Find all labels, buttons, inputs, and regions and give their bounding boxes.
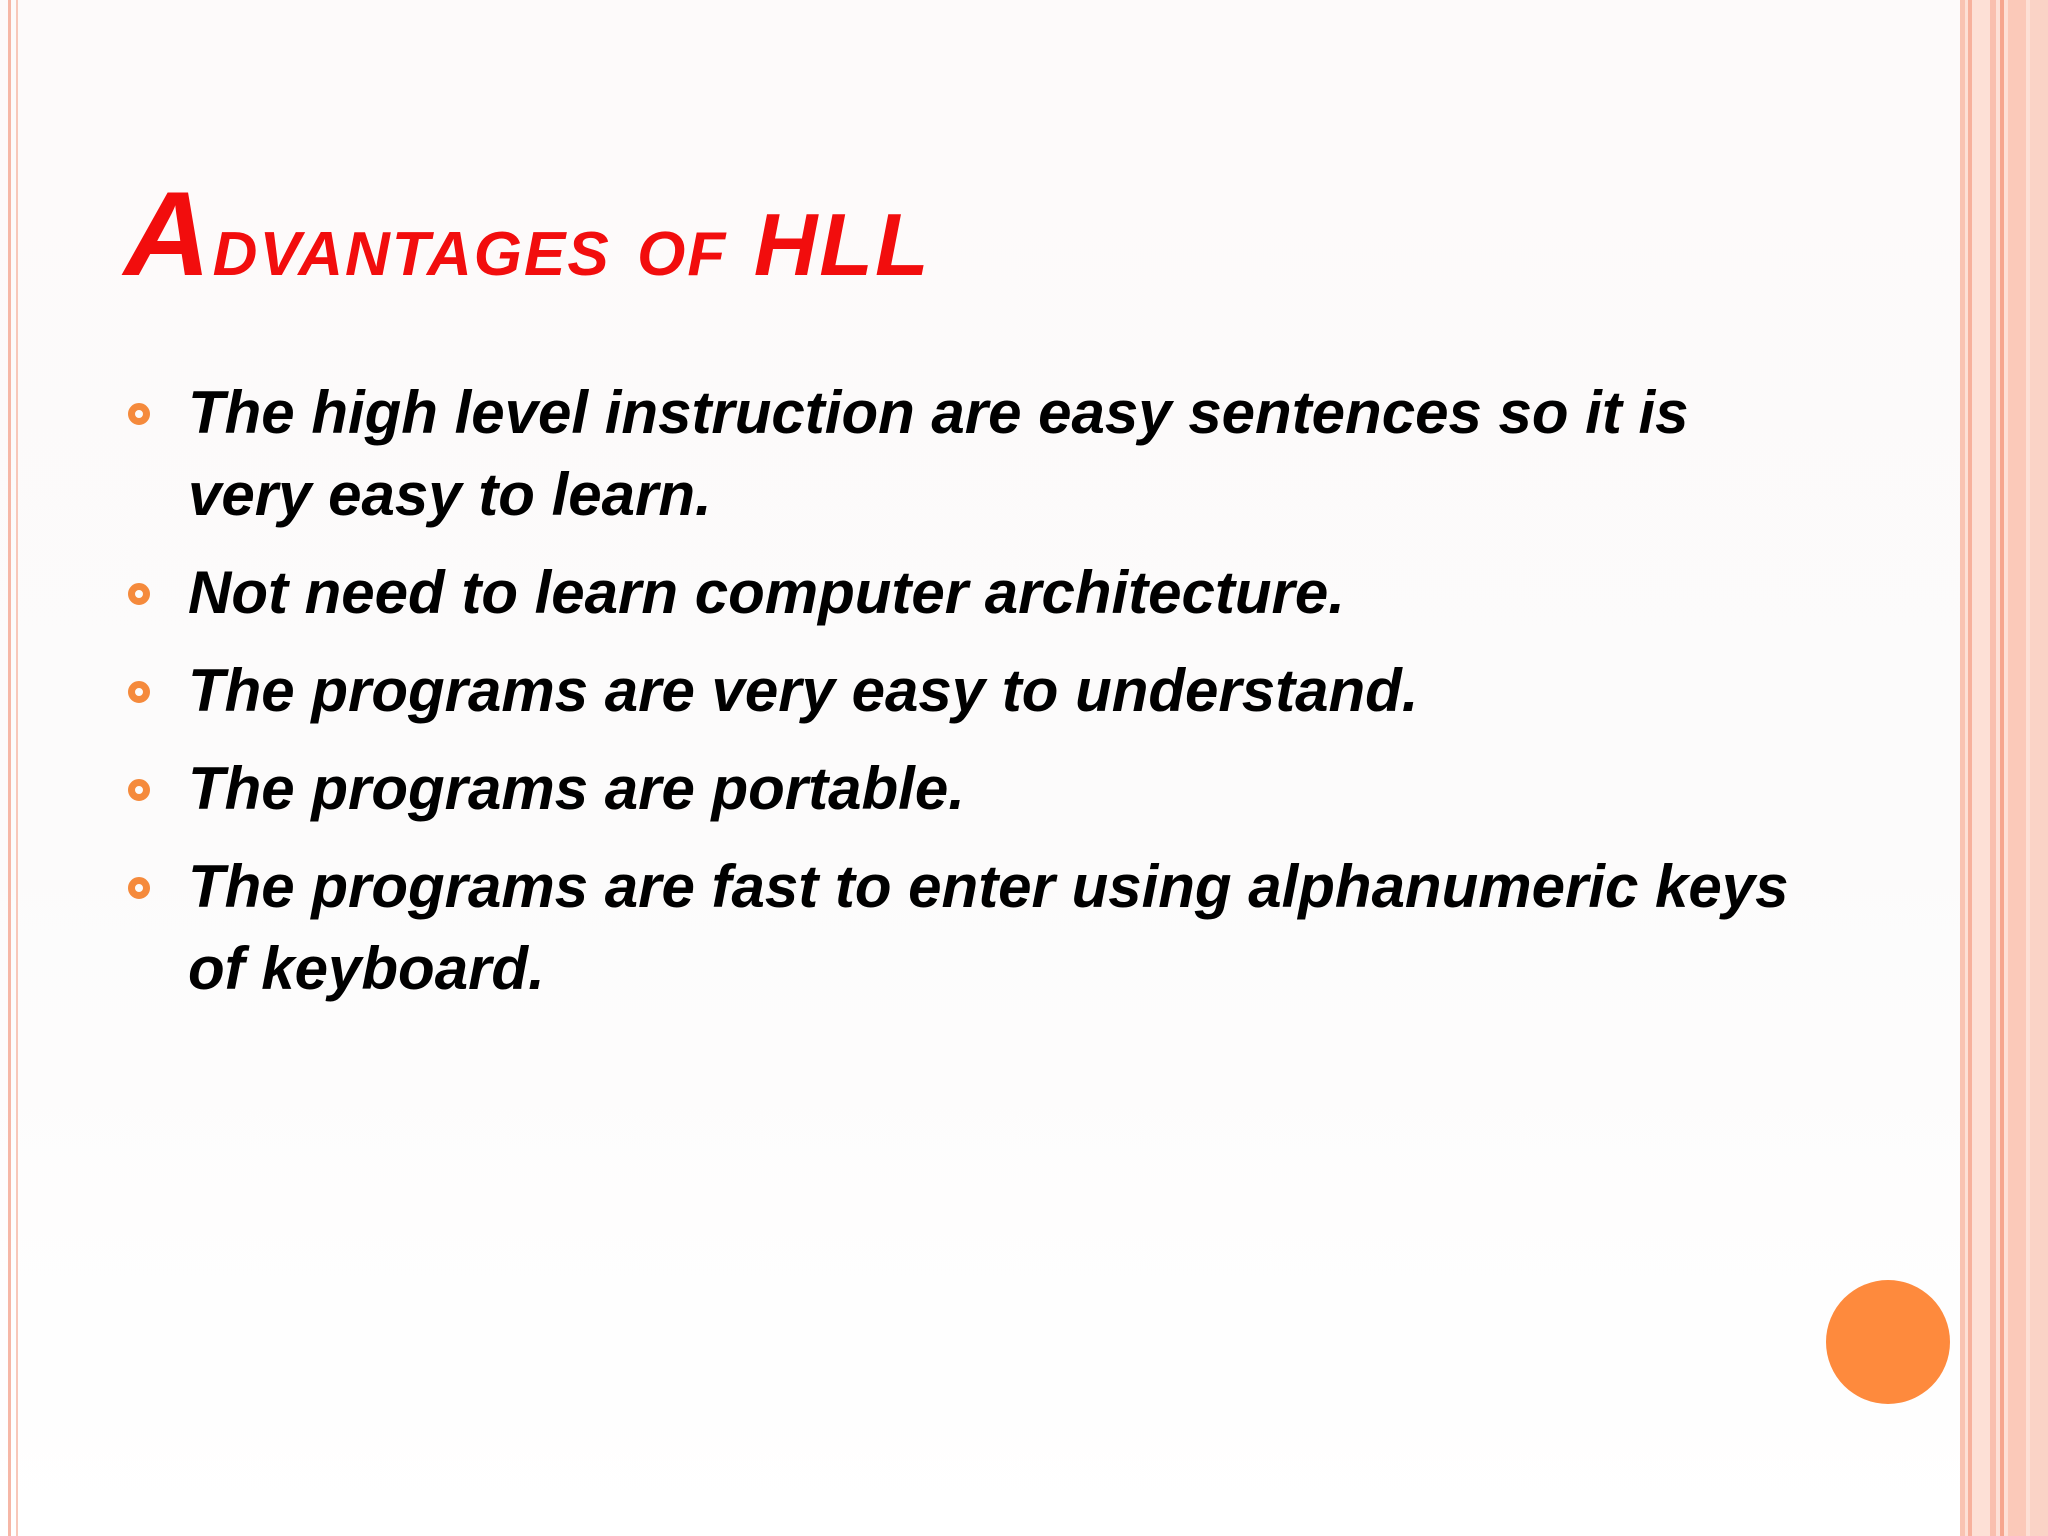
bullet-text: The programs are very easy to understand. <box>188 657 1419 724</box>
right-stripe <box>1968 0 1972 1536</box>
right-stripe <box>1990 0 1996 1536</box>
bullet-text: The high level instruction are easy sentences so it is very easy to learn. <box>188 379 1689 528</box>
left-border-line <box>8 0 11 1536</box>
title-initial: A <box>124 167 213 301</box>
bullet-text: Not need to learn computer architecture. <box>188 559 1345 626</box>
ring-bullet-icon <box>128 681 150 703</box>
ring-bullet-icon <box>128 779 150 801</box>
right-stripe <box>2030 0 2048 1536</box>
slide-title <box>124 168 931 300</box>
bullet-text: The programs are fast to enter using alphanumeric keys of keyboard. <box>188 853 1789 1002</box>
title-rest: dvantages of HLL <box>212 195 931 294</box>
left-border-line-inner <box>16 0 18 1536</box>
orange-circle-decoration <box>1826 1280 1950 1404</box>
bullet-list <box>128 372 1828 1026</box>
list-item <box>128 552 1828 634</box>
ring-bullet-icon <box>128 877 150 899</box>
list-item <box>128 650 1828 732</box>
right-stripe <box>2000 0 2004 1536</box>
bullet-text: The programs are portable. <box>188 755 965 822</box>
list-item <box>128 846 1828 1010</box>
list-item <box>128 372 1828 536</box>
ring-bullet-icon <box>128 403 150 425</box>
ring-bullet-icon <box>128 583 150 605</box>
list-item <box>128 748 1828 830</box>
right-stripe <box>2008 0 2026 1536</box>
right-stripe <box>1960 0 1965 1536</box>
